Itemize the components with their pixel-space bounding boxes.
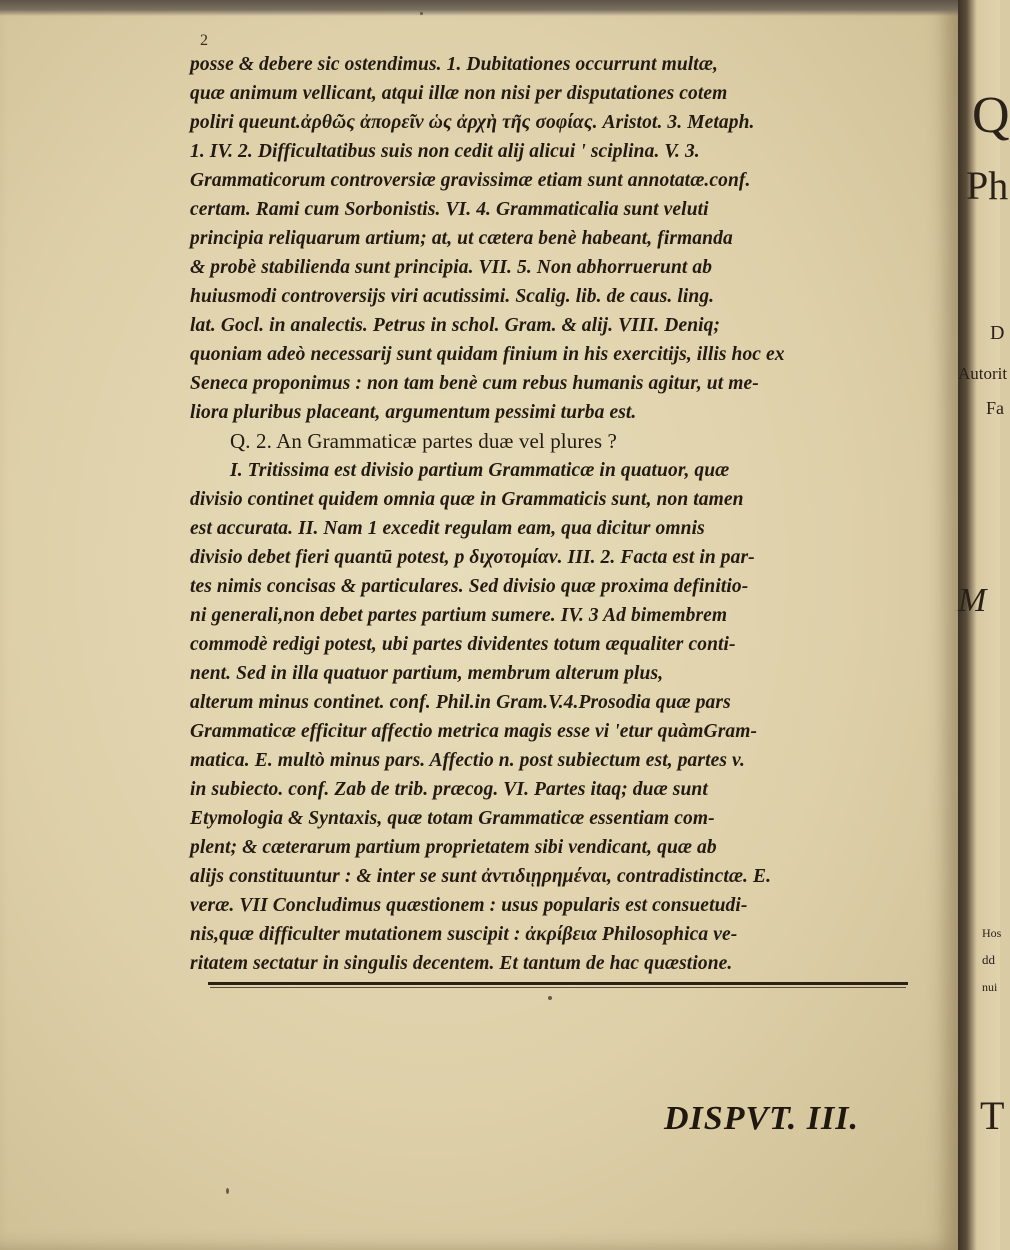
text-line: alijs constituuntur : & inter se sunt ἀντιδιῃρημέναι, contradistinctæ. E. xyxy=(190,866,772,887)
text-line: huiusmodi controversijs viri acutissimi. Scalig. lib. de caus. ling. xyxy=(190,286,715,307)
text-line: nent. Sed in illa quatuor partium, membrum alterum plus, xyxy=(190,663,664,684)
adjacent-page-fragment: T xyxy=(980,1093,1005,1138)
text-line: est accurata. II. Nam 1 excedit regulam eam, qua dicitur omnis xyxy=(190,518,705,539)
text-line: nis,quæ difficulter mutationem suscipit : ἀκρίβεια Philosophica ve- xyxy=(190,924,738,945)
adjacent-page-fragment: Q xyxy=(972,87,1010,144)
catchword: DISPVT. III. xyxy=(664,1100,859,1137)
text-line: Seneca proponimus : non tam benè cum rebus humanis agitur, ut me- xyxy=(190,373,759,394)
paper-speck xyxy=(420,12,423,15)
text-line: in subiecto. conf. Zab de trib. præcog. VI. Partes itaq; duæ sunt xyxy=(190,779,708,800)
text-line: divisio continet quidem omnia quæ in Grammaticis sunt, non tamen xyxy=(190,489,744,510)
adjacent-page-fragment: Autorit xyxy=(958,364,1008,383)
adjacent-page-fragment: Fa xyxy=(986,398,1004,418)
text-line: veræ. VII Concludimus quæstionem : usus popularis est consuetudi- xyxy=(190,895,748,916)
section-rule-thin xyxy=(210,987,906,988)
text-line: plent; & cæterarum partium proprietatem sibi vendicant, quæ ab xyxy=(190,837,717,858)
text-line: ritatem sectatur in singulis decentem. Et tantum de hac quæstione. xyxy=(190,953,733,974)
text-line: poliri queunt.ἀρθῶς ἀπορεῖν ὡς ἀρχὴ τῆς σοφίας. Aristot. 3. Metaph. xyxy=(190,112,755,133)
body-text xyxy=(190,50,910,978)
text-line: commodè redigi potest, ubi partes dividentes totum æqualiter conti- xyxy=(190,634,736,655)
text-line: I. Tritissima est divisio partium Grammaticæ in quatuor, quæ xyxy=(230,460,730,481)
adjacent-page-fragment: D xyxy=(990,322,1005,344)
text-line: Etymologia & Syntaxis, quæ totam Grammaticæ essentiam com- xyxy=(190,808,715,829)
text-line: certam. Rami cum Sorbonistis. VI. 4. Grammaticalia sunt veluti xyxy=(190,199,709,220)
text-line: alterum minus continet. conf. Phil.in Gram.V.4.Prosodia quæ pars xyxy=(190,692,731,713)
adjacent-page-fragment: Hos xyxy=(982,926,1002,940)
text-line: liora pluribus placeant, argumentum pessimi turba est. xyxy=(190,402,637,423)
top-edge-shadow xyxy=(0,0,958,16)
adjacent-page-fragment: nui xyxy=(982,980,998,994)
paper-speck xyxy=(226,1188,229,1194)
text-line: Grammaticæ efficitur affectio metrica magis esse vi 'etur quàmGram- xyxy=(190,721,758,742)
text-line: quoniam adeò necessarij sunt quidam finium in his exercitijs, illis hoc ex xyxy=(190,344,785,365)
adjacent-page-fragment: dd xyxy=(982,952,995,967)
adjacent-page-fragment: M xyxy=(958,582,987,619)
text-line: ni generali,non debet partes partium sumere. IV. 3 Ad bimembrem xyxy=(190,605,728,626)
section-rule xyxy=(208,982,908,985)
text-line: posse & debere sic ostendimus. 1. Dubitationes occurrunt multæ, xyxy=(190,54,718,75)
text-line: Grammaticorum controversiæ gravissimæ etiam sunt annotatæ.conf. xyxy=(190,170,751,191)
text-line: 1. IV. 2. Difficultatibus suis non cedit alij alicui ' sciplina. V. 3. xyxy=(190,141,700,162)
signature-mark: 2 xyxy=(200,32,208,49)
paper-speck xyxy=(548,996,552,1000)
text-line: divisio debet fieri quantū potest, p διχοτομίαν. III. 2. Facta est in par- xyxy=(190,547,755,568)
text-line: tes nimis concisas & particulares. Sed divisio quæ proxima definitio- xyxy=(190,576,749,597)
text-line: & probè stabilienda sunt principia. VII. 5. Non abhorruerunt ab xyxy=(190,257,713,278)
adjacent-page-fragment: Ph xyxy=(966,163,1009,208)
question-heading: Q. 2. An Grammaticæ partes duæ vel plures ? xyxy=(230,429,617,453)
text-line: quæ animum vellicant, atqui illæ non nisi per disputationes cotem xyxy=(190,83,728,104)
text-line: lat. Gocl. in analectis. Petrus in schol. Gram. & alij. VIII. Deniq; xyxy=(190,315,721,336)
adjacent-page-edge xyxy=(958,0,1010,1250)
text-line: principia reliquarum artium; at, ut cætera benè habeant, firmanda xyxy=(190,228,733,249)
text-line: matica. E. multò minus pars. Affectio n. post subiectum est, partes v. xyxy=(190,750,746,771)
